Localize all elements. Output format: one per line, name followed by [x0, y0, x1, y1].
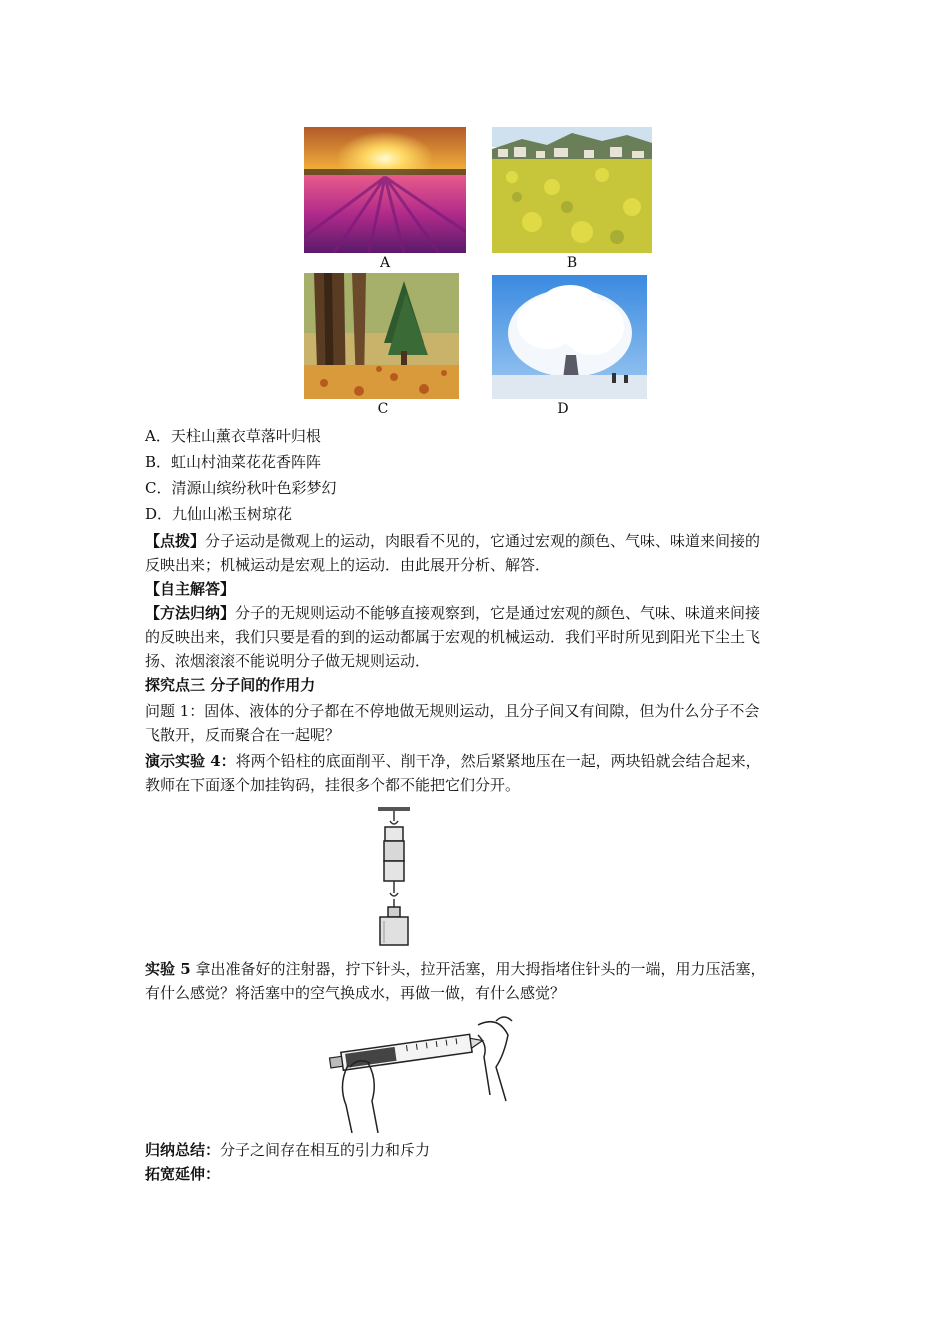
exp5-text-line2: 有什么感觉？将活塞中的空气换成水，再做一做，有什么感觉？	[145, 984, 566, 1002]
hint-paragraph	[145, 529, 810, 553]
lead-cylinders-icon	[368, 805, 420, 947]
image-caption-c: C	[377, 401, 389, 417]
image-caption-b: B	[566, 255, 578, 271]
method-label: 【方法归纳】	[145, 604, 236, 622]
hint-text-line2: 反映出来；机械运动是宏观上的运动．由此展开分析、解答．	[145, 556, 551, 574]
demo4-text-line2: 教师在下面逐个加挂钩码，挂很多个都不能把它们分开。	[145, 776, 521, 794]
demo4-text-line1: 将两个铅柱的底面削平、削干净，然后紧紧地压在一起，两块铅就会结合起来，	[235, 752, 761, 770]
image-caption-d: D	[557, 401, 569, 417]
option-d: D．九仙山凇玉树琼花	[145, 505, 293, 523]
method-paragraph	[145, 601, 810, 625]
summary-text: 分子之间存在相互的引力和斥力	[220, 1141, 431, 1159]
option-c: C．清源山缤纷秋叶色彩梦幻	[145, 479, 337, 497]
syringe-hands-icon	[328, 1005, 518, 1133]
method-text-line2: 的反映出来，我们只要是看的到的运动都属于宏观的机械运动．我们平时所见到阳光下尘土飞	[145, 628, 761, 646]
frosted-tree-image	[492, 275, 647, 399]
self-answer-label: 【自主解答】	[145, 580, 236, 598]
section-title: 探究点三 分子间的作用力	[145, 676, 316, 694]
option-b: B．虹山村油菜花花香阵阵	[145, 453, 322, 471]
option-a: A．天柱山薰衣草落叶归根	[145, 427, 321, 445]
exp5-paragraph	[145, 957, 810, 981]
lavender-field-image	[304, 127, 466, 253]
summary-paragraph	[145, 1138, 810, 1162]
rapeseed-field-image	[492, 127, 652, 253]
autumn-forest-image	[304, 273, 459, 399]
exp5-text-line1: 拿出准备好的注射器，拧下针头，拉开活塞，用大拇指堵住针头的一端，用力压活塞，	[190, 960, 766, 978]
hint-text-line1: 分子运动是微观上的运动，肉眼看不见的，它通过宏观的颜色、气味、味道来间接的	[205, 532, 761, 550]
question1-line1: 问题 1：固体、液体的分子都在不停地做无规则运动，且分子间又有间隙，但为什么分子不会	[145, 702, 760, 720]
extension-label: 拓宽延伸：	[145, 1165, 221, 1183]
summary-label: 归纳总结：	[145, 1141, 221, 1159]
image-caption-a: A	[379, 255, 391, 271]
hint-label: 【点拨】	[145, 532, 206, 550]
question1-line2: 飞散开，反而聚合在一起呢？	[145, 726, 341, 744]
exp5-label: 实验 5	[145, 960, 191, 978]
demo4-label: 演示实验 4：	[145, 752, 236, 770]
method-text-line1: 分子的无规则运动不能够直接观察到，它是通过宏观的颜色、气味、味道来间接	[235, 604, 761, 622]
demo4-paragraph	[145, 749, 810, 773]
method-text-line3: 扬、浓烟滚滚不能说明分子做无规则运动．	[145, 652, 431, 670]
